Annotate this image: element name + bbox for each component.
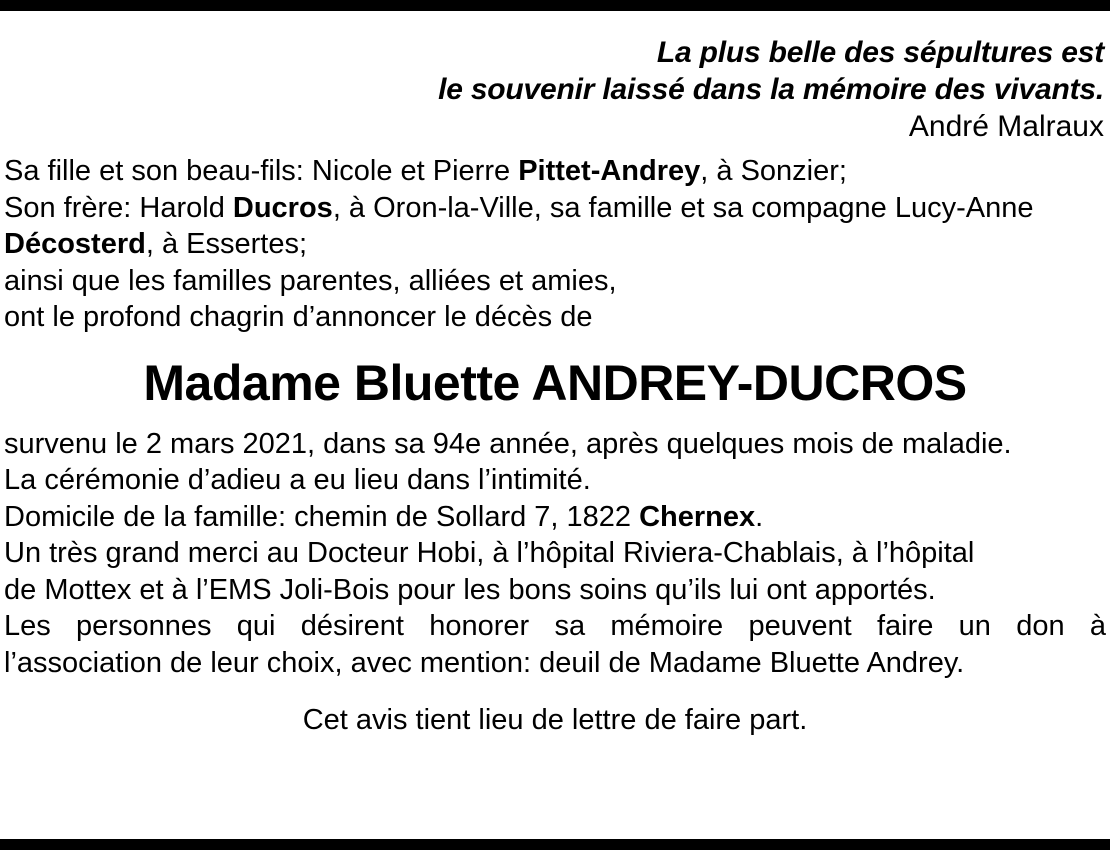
details-line-3-post: . <box>755 500 764 533</box>
family-announcement <box>4 153 1106 336</box>
notice-details <box>4 426 1106 682</box>
family-line-3-post: , à Essertes; <box>145 228 307 260</box>
family-line-1-name: Pittet-Andrey <box>518 155 701 187</box>
family-line-5: ont le profond chagrin d’annoncer le décès de <box>4 301 593 333</box>
details-line-3 <box>4 499 1106 536</box>
family-line-2 <box>4 190 1106 227</box>
epigraph-quote <box>4 34 1106 108</box>
details-line-4: Un très grand merci au Docteur Hobi, à l’hôpital Riviera-Chablais, à l’hôpital <box>4 537 975 569</box>
details-line-3-locality: Chernex <box>639 500 756 533</box>
details-line-2: La cérémonie d’adieu a eu lieu dans l’intimité. <box>4 464 591 496</box>
deceased-name: Madame Bluette ANDREY-DUCROS <box>143 354 967 411</box>
family-line-2-post: , à Oron-la-Ville, sa famille et sa compagne Lucy-Anne <box>332 191 1034 224</box>
family-line-4: ainsi que les familles parentes, alliées et amies, <box>4 264 617 297</box>
family-line-3 <box>4 226 1106 263</box>
family-line-3-name: Décosterd <box>4 228 146 260</box>
details-line-7: l’association de leur choix, avec mention: deuil de Madame Bluette Andrey. <box>4 646 965 679</box>
epigraph-line-2: le souvenir laissé dans la mémoire des vivants. <box>438 73 1104 106</box>
family-line-1-post: , à Sonzier; <box>700 155 847 187</box>
family-line-2-name: Ducros <box>232 191 333 224</box>
details-line-6: Les personnes qui désirent honorer sa mémoire peuvent faire un don à <box>4 610 1106 642</box>
notice-body <box>0 11 1110 839</box>
family-line-1-pre: Sa fille et son beau-fils: Nicole et Pierre <box>4 155 519 187</box>
epigraph-line-1: La plus belle des sépultures est <box>656 36 1104 69</box>
family-line-2-pre: Son frère: Harold <box>4 191 233 224</box>
top-divider <box>0 0 1110 11</box>
family-line-1 <box>4 153 1106 190</box>
epigraph-attribution: André Malraux <box>908 110 1104 143</box>
details-line-5: de Mottex et à l’EMS Joli-Bois pour les bons soins qu’ils lui ont apportés. <box>4 573 936 606</box>
details-line-1: survenu le 2 mars 2021, dans sa 94e année, après quelques mois de maladie. <box>4 427 1012 460</box>
details-line-3-pre: Domicile de la famille: chemin de Sollard 7, 1822 <box>4 500 640 533</box>
closing-statement: Cet avis tient lieu de lettre de faire part. <box>302 704 808 736</box>
bottom-divider <box>0 839 1110 850</box>
